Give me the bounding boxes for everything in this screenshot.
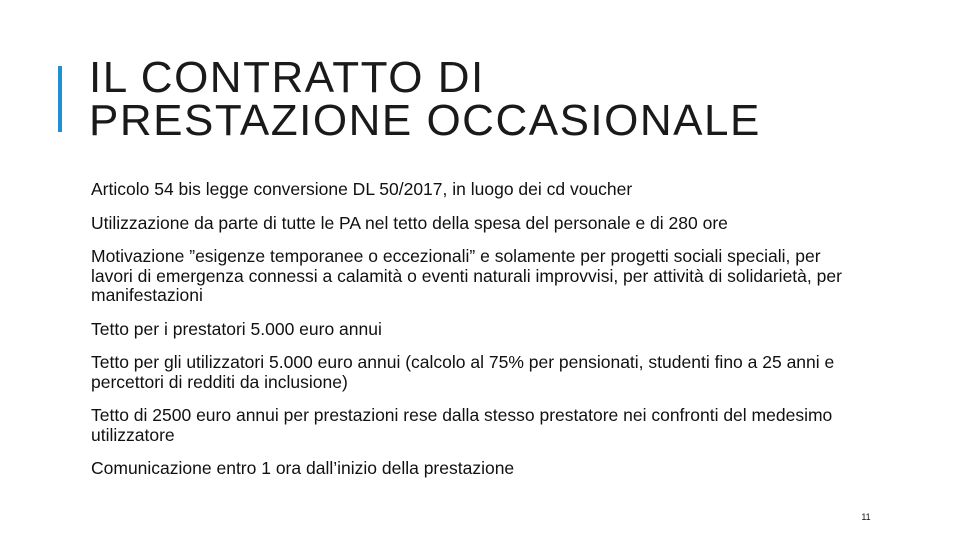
bullet-item: Tetto di 2500 euro annui per prestazioni rese dalla stesso prestatore nei confronti del medesimo utilizzatore (91, 405, 833, 445)
bullet-item: Tetto per gli utilizzatori 5.000 euro annui (calcolo al 75% per pensionati, studenti fino a 25 anni e percettori di redditi da inclusione) (91, 352, 835, 392)
bullet-item: Articolo 54 bis legge conversione DL 50/2017, in luogo dei cd voucher (91, 179, 633, 199)
slide-title-line-2: PRESTAZIONE OCCASIONALE (89, 96, 761, 145)
bullet-item: Tetto per i prestatori 5.000 euro annui (91, 318, 382, 339)
page-number: 11 (861, 512, 871, 522)
slide-title-line-1: IL CONTRATTO DI (89, 53, 485, 102)
bullet-item: Comunicazione entro 1 ora dall’inizio della prestazione (91, 458, 515, 478)
title-accent-bar (58, 66, 62, 132)
bullet-list (91, 180, 851, 493)
slide-title (89, 53, 909, 145)
bullet-item: Utilizzazione da parte di tutte le PA nel tetto della spesa del personale e di 280 ore (91, 212, 728, 233)
bullet-item: Motivazione ”esigenze temporanee o eccezionali” e solamente per progetti sociali speciali, per lavori di emergenza connessi a calamità o eventi naturali improvvisi, per attività di solidarietà, per manifestazioni (91, 246, 842, 305)
